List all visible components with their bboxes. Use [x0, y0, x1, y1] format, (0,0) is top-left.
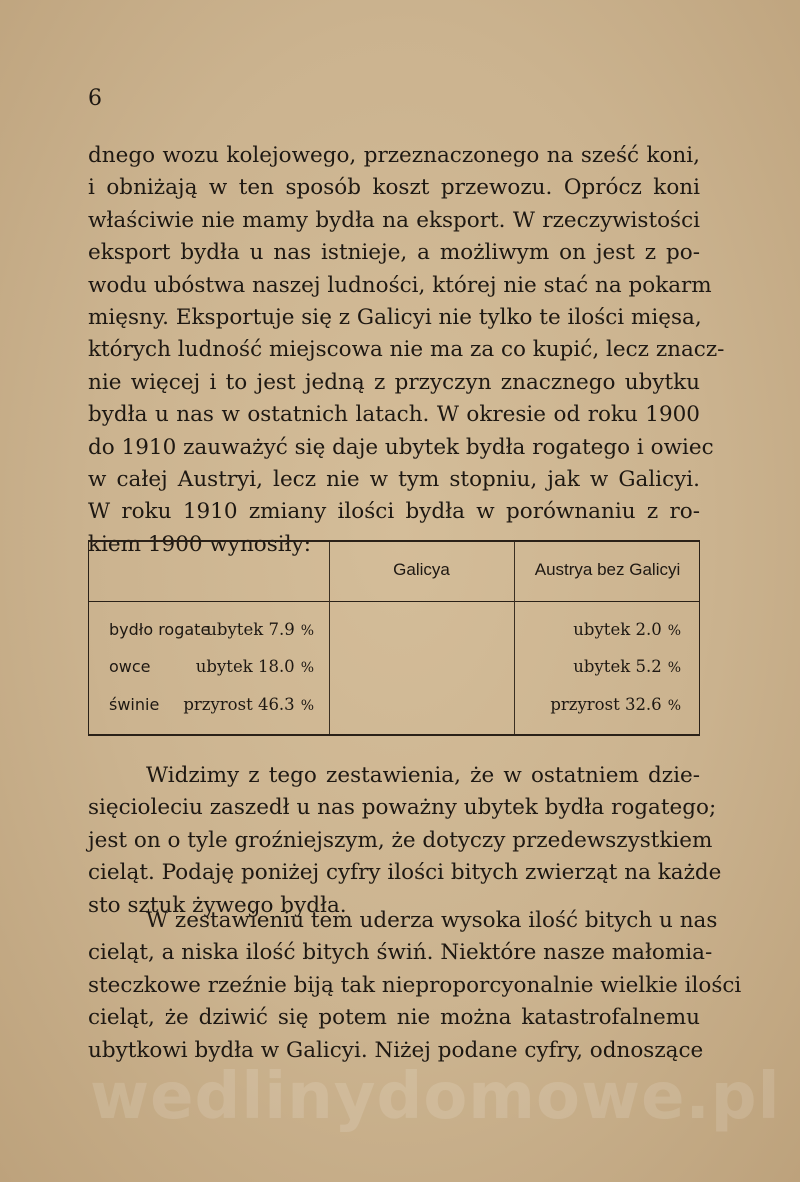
- text-line: w całej Austryi, lecz nie w tym stopniu, jak w Galicyi.: [88, 466, 700, 492]
- galicya-value: ubytek 18.0 %: [195, 657, 314, 676]
- text-line: bydła u nas w ostatnich latach. W okresie od roku 1900: [88, 402, 700, 428]
- text-line: ubytkowi bydła w Galicyi. Niżej podane cyfry, odnoszące: [88, 1037, 704, 1063]
- text-line: nie więcej i to jest jedną z przyczyn znacznego ubytku: [88, 369, 700, 395]
- column-header-austrya: Austrya bez Galicyi: [534, 560, 681, 579]
- text-line: steczkowe rzeźnie biją tak nieproporcyonalnie wielkie ilości: [88, 972, 742, 998]
- text-line: Widzimy z tego zestawienia, że w ostatniem dzie-: [146, 763, 700, 788]
- text-line: i obniżają w ten sposób koszt przewozu. Oprócz koni: [88, 175, 700, 201]
- austrya-value: ubytek 5.2 %: [573, 657, 681, 676]
- text-line: wodu ubóstwa naszej ludności, której nie stać na pokarm: [88, 272, 712, 298]
- austrya-value: przyrost 32.6 %: [550, 695, 681, 714]
- table-row: [89, 695, 699, 725]
- text-line: cieląt, a niska ilość bitych świń. Niektóre nasze małomia-: [88, 940, 713, 966]
- page-number: 6: [88, 86, 102, 111]
- table-header: [89, 542, 699, 602]
- text-line: właściwie nie mamy bydła na eksport. W rzeczywistości: [88, 207, 700, 233]
- text-line: sto sztuk żywego bydła.: [88, 892, 347, 918]
- paragraph-2: [88, 760, 722, 922]
- galicya-value: przyrost 46.3 %: [183, 695, 314, 714]
- text-line: eksport bydła u nas istnieje, a możliwym on jest z po-: [88, 240, 700, 266]
- text-line: których ludność miejscowa nie ma za co kupić, lecz znacz-: [88, 337, 725, 363]
- livestock-change-table: [88, 540, 700, 736]
- table-row: [89, 657, 699, 687]
- column-header-galicya: Galicya: [393, 560, 450, 579]
- text-line: dnego wozu kolejowego, przeznaczonego na sześć koni,: [88, 143, 700, 168]
- watermark: wedlinydomowe.pl: [90, 1060, 781, 1134]
- paragraph-3: [88, 905, 742, 1067]
- text-line: kiem 1900 wynosiły:: [88, 531, 312, 557]
- galicya-value: ubytek 7.9 %: [206, 620, 314, 639]
- text-line: mięsny. Eksportuje się z Galicyi nie tylko te ilości mięsa,: [88, 304, 702, 330]
- text-line: cieląt, że dziwić się potem nie można katastrofalnemu: [88, 1005, 700, 1031]
- row-label: świnie: [109, 695, 160, 714]
- row-label: owce: [109, 657, 151, 676]
- text-line: sięcioleciu zaszedł u nas poważny ubytek bydła rogatego;: [88, 795, 717, 821]
- paragraph-1: [88, 140, 725, 561]
- table-row: [89, 620, 699, 650]
- row-label: bydło rogate: [109, 620, 211, 639]
- text-line: W zestawieniu tem uderza wysoka ilość bitych u nas: [146, 908, 718, 933]
- austrya-value: ubytek 2.0 %: [573, 620, 681, 639]
- text-line: jest on o tyle groźniejszym, że dotyczy przedewszystkiem: [88, 827, 713, 853]
- text-line: do 1910 zauważyć się daje ubytek bydła rogatego i owiec: [88, 434, 714, 460]
- text-line: cieląt. Podaję poniżej cyfry ilości bitych zwierząt na każde: [88, 860, 722, 886]
- text-line: W roku 1910 zmiany ilości bydła w porównaniu z ro-: [88, 499, 700, 525]
